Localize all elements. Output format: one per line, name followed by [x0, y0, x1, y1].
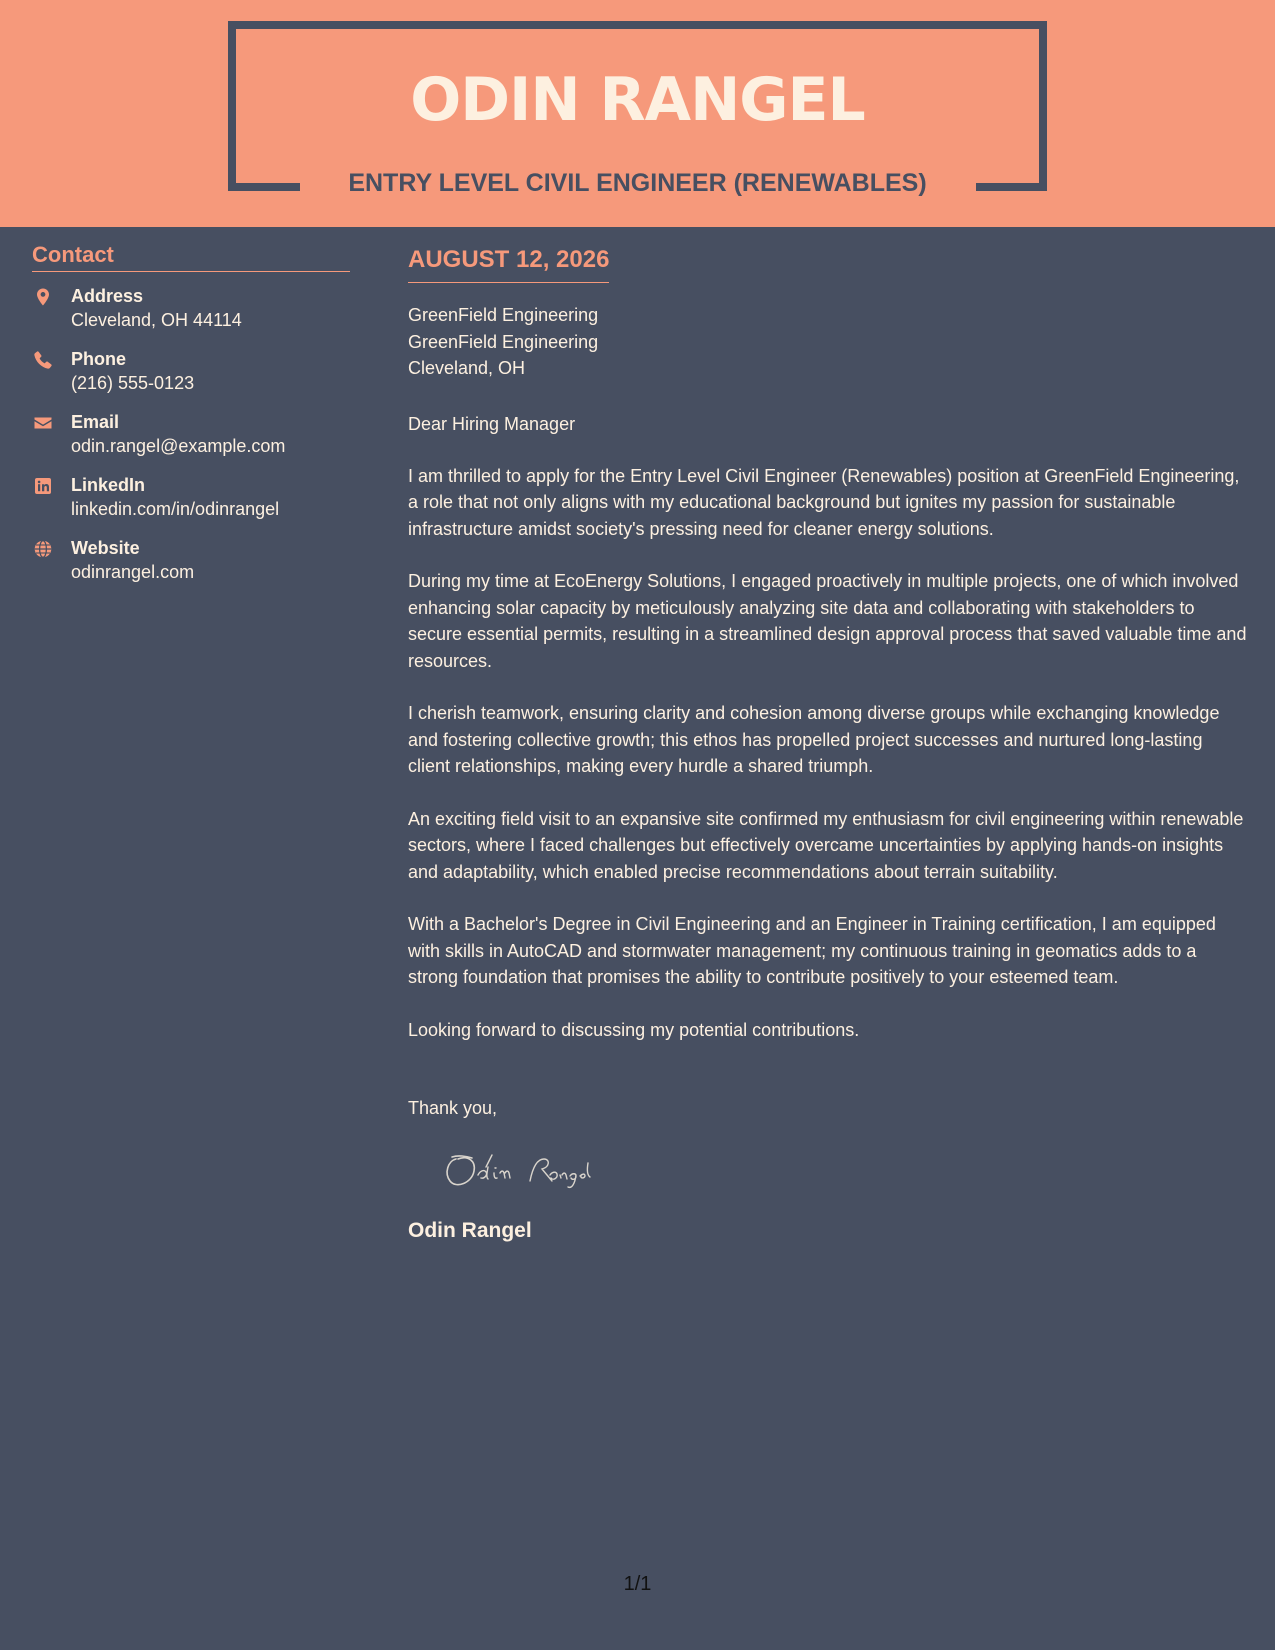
- letter-paragraph: I cherish teamwork, ensuring clarity and cohesion among diverse groups while exchanging knowledge and fostering collective growth; this ethos has propelled project successes and nurtured long-lasting client relationships, making every hurdle a shared triumph.: [408, 703, 1220, 776]
- recipient-line: GreenField Engineering: [408, 305, 599, 325]
- signer-name: Odin Rangel: [408, 1219, 532, 1242]
- letter-paragraph: An exciting field visit to an expansive site confirmed my enthusiasm for civil engineering within renewable sectors, where I faced challenges but effectively overcame uncertainties by applying hands-on insights and adaptability, which enabled precise recommendations about terrain suitability.: [408, 808, 1244, 882]
- letter-paragraph: Looking forward to discussing my potential contributions.: [408, 1019, 860, 1040]
- contact-value: odinrangel.com: [71, 562, 195, 582]
- letter-paragraph: I am thrilled to apply for the Entry Level Civil Engineer (Renewables) position at GreenField Engineering, a role that not only aligns with my educational background but ignites my passion for sustainable infrastructure amidst society's pressing need for cleaner energy solutions.: [408, 465, 1240, 539]
- contact-item-website: [32, 536, 350, 588]
- envelope-icon: [33, 413, 53, 433]
- letter-paragraph: With a Bachelor's Degree in Civil Engineering and an Engineer in Training certification, I am equipped with skills in AutoCAD and stormwater management; my continuous training in geomatics adds to a strong foundation that promises the ability to contribute positively to your esteemed team.: [408, 914, 1216, 987]
- contact-item-phone: [32, 347, 350, 399]
- contact-label: Address: [71, 286, 144, 306]
- recipient-address: [408, 302, 1248, 382]
- letter-body: [408, 240, 1248, 1246]
- contact-item-address: [32, 284, 350, 336]
- contact-value: odin.rangel@example.com: [71, 436, 286, 456]
- contact-value: Cleveland, OH 44114: [71, 310, 242, 330]
- contact-label: Website: [71, 538, 140, 558]
- contact-item-linkedin: [32, 473, 350, 525]
- page-number: 1/1: [623, 1573, 652, 1595]
- linkedin-icon: [33, 476, 53, 496]
- contact-sidebar: [32, 240, 350, 588]
- closing: Thank you,: [408, 1098, 498, 1118]
- map-pin-icon: [33, 287, 53, 307]
- letter-date: AUGUST 12, 2026: [408, 240, 609, 283]
- contact-heading: Contact: [32, 240, 350, 272]
- contact-value: (216) 555-0123: [71, 373, 195, 393]
- contact-value: linkedin.com/in/odinrangel: [71, 499, 280, 519]
- contact-label: Phone: [71, 349, 127, 369]
- letter-paragraph: During my time at EcoEnergy Solutions, I engaged proactively in multiple projects, one of which involved enhancing solar capacity by meticulously analyzing site data and collaborating with stakeholders to secure essential permits, resulting in a streamlined design approval process that saved valuable time and resources.: [408, 571, 1247, 671]
- salutation: Dear Hiring Manager: [408, 413, 576, 434]
- contact-item-email: [32, 410, 350, 462]
- phone-icon: [33, 350, 53, 370]
- signature-image: [442, 1145, 642, 1195]
- recipient-line: Cleveland, OH: [408, 358, 526, 378]
- contact-label: Email: [71, 412, 120, 432]
- applicant-name: ODIN RANGEL: [410, 65, 865, 135]
- recipient-line: GreenField Engineering: [408, 331, 599, 352]
- contact-label: LinkedIn: [71, 475, 146, 495]
- job-title: ENTRY LEVEL CIVIL ENGINEER (RENEWABLES): [348, 169, 927, 197]
- header-banner: [0, 0, 1275, 227]
- globe-icon: [33, 539, 53, 559]
- contact-list: [32, 284, 350, 588]
